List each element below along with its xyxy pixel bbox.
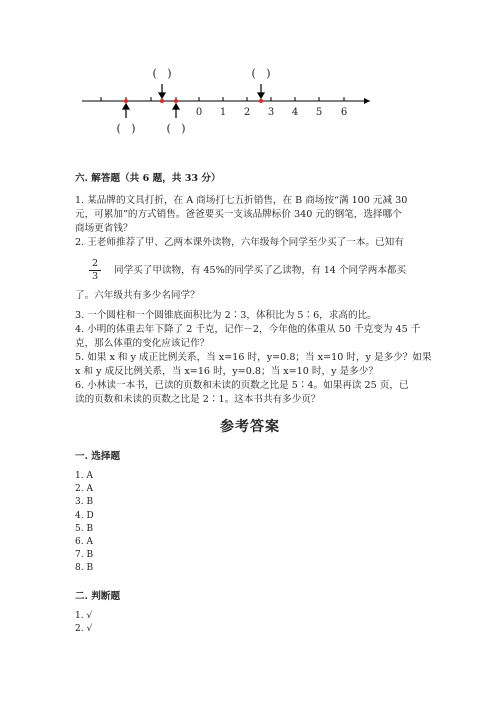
tick-label-6: 6	[340, 107, 348, 118]
choice-answer-item: 4. D	[75, 510, 94, 521]
bottom-paren-2: ( )	[166, 122, 186, 135]
q2-line1: 2. 王老师推荐了甲、乙两本课外读物，六年级每个同学至少买了一本。已知有	[75, 237, 404, 248]
q2-line3: 了。六年级共有多少名同学？	[75, 290, 200, 301]
section-heading-answer-questions: 六. 解答题（共 6 题，共 33 分）	[75, 173, 221, 184]
q1-line3: 商场更省钱？	[75, 223, 133, 234]
fraction-numerator: 2	[91, 258, 99, 269]
bottom-paren-1: ( )	[116, 122, 136, 135]
judge-answer-item: 2. √	[75, 624, 93, 635]
tick-label-2: 2	[243, 107, 251, 118]
q2-line2: 同学买了甲读物，有 45%的同学买了乙读物，有 14 个同学两本都买	[114, 265, 407, 276]
tick-label-0: 0	[195, 107, 203, 118]
choice-answer-list	[75, 470, 94, 576]
point-c	[174, 99, 178, 103]
q1-line2: 元，可累加”的方式销售。爸爸要买一支该品牌标价 340 元的钢笔，选择哪个	[75, 209, 402, 220]
tick-label-4: 4	[291, 107, 299, 118]
point-b	[160, 99, 164, 103]
number-line-ticks	[101, 97, 344, 101]
q4-line2: 克，那么体重的变化应该记作？	[75, 338, 210, 349]
choice-answer-item: 5. B	[75, 523, 94, 534]
choice-heading: 一. 选择题	[75, 451, 121, 462]
q6-line1: 6. 小林读一本书，已读的页数和未读的页数之比是 5∶4。如果再读 25 页，已	[75, 380, 409, 391]
fraction-denominator: 3	[91, 271, 99, 282]
judge-heading: 二. 判断题	[75, 591, 121, 602]
up-arrows	[123, 104, 179, 118]
choice-answer-item: 3. B	[75, 497, 94, 508]
q4-line1: 4. 小明的体重去年下降了 2 千克，记作－2，今年他的体重从 50 千克变为 45 千	[75, 324, 421, 335]
q1-line1: 1. 某品牌的文具打折，在 A 商场打七五折销售，在 B 商场按“满 100 元减 30	[75, 195, 408, 206]
judge-answer-list	[75, 610, 92, 636]
q2-fraction	[89, 259, 101, 282]
number-line-figure	[0, 0, 500, 150]
tick-label-5: 5	[315, 107, 323, 118]
judge-answer-item: 1. √	[75, 611, 93, 621]
choice-answer-item: 1. A	[75, 471, 93, 481]
choice-answer-item: 7. B	[75, 550, 94, 561]
q6-line2: 读的页数和未读的页数之比是 2∶1。这本书共有多少页？	[75, 394, 321, 405]
q3-text: 3. 一个圆柱和一个圆锥底面积比为 2∶3，体积比为 5∶6，求高的比。	[75, 310, 377, 321]
point-d	[259, 99, 263, 103]
q5-line2: x 和 y 成反比例关系，当 x=16 时，y=0.8；当 x=10 时，y 是多少？	[75, 366, 378, 377]
down-arrows	[159, 84, 264, 98]
q5-line1: 5. 如果 x 和 y 成正比例关系，当 x=16 时，y=0.8；当 x=10 时，y 是多少？如果	[75, 352, 432, 363]
tick-label-1: 1	[219, 107, 227, 118]
choice-answer-item: 2. A	[75, 484, 93, 495]
choice-answer-item: 6. A	[75, 537, 93, 548]
tick-label-3: 3	[267, 107, 275, 118]
point-a	[124, 99, 128, 103]
choice-answer-item: 8. B	[75, 563, 94, 574]
top-paren-2: ( )	[251, 67, 271, 80]
top-paren-1: ( )	[152, 67, 172, 80]
answers-title: 参考答案	[220, 419, 280, 435]
number-line-arrowhead	[364, 98, 370, 104]
